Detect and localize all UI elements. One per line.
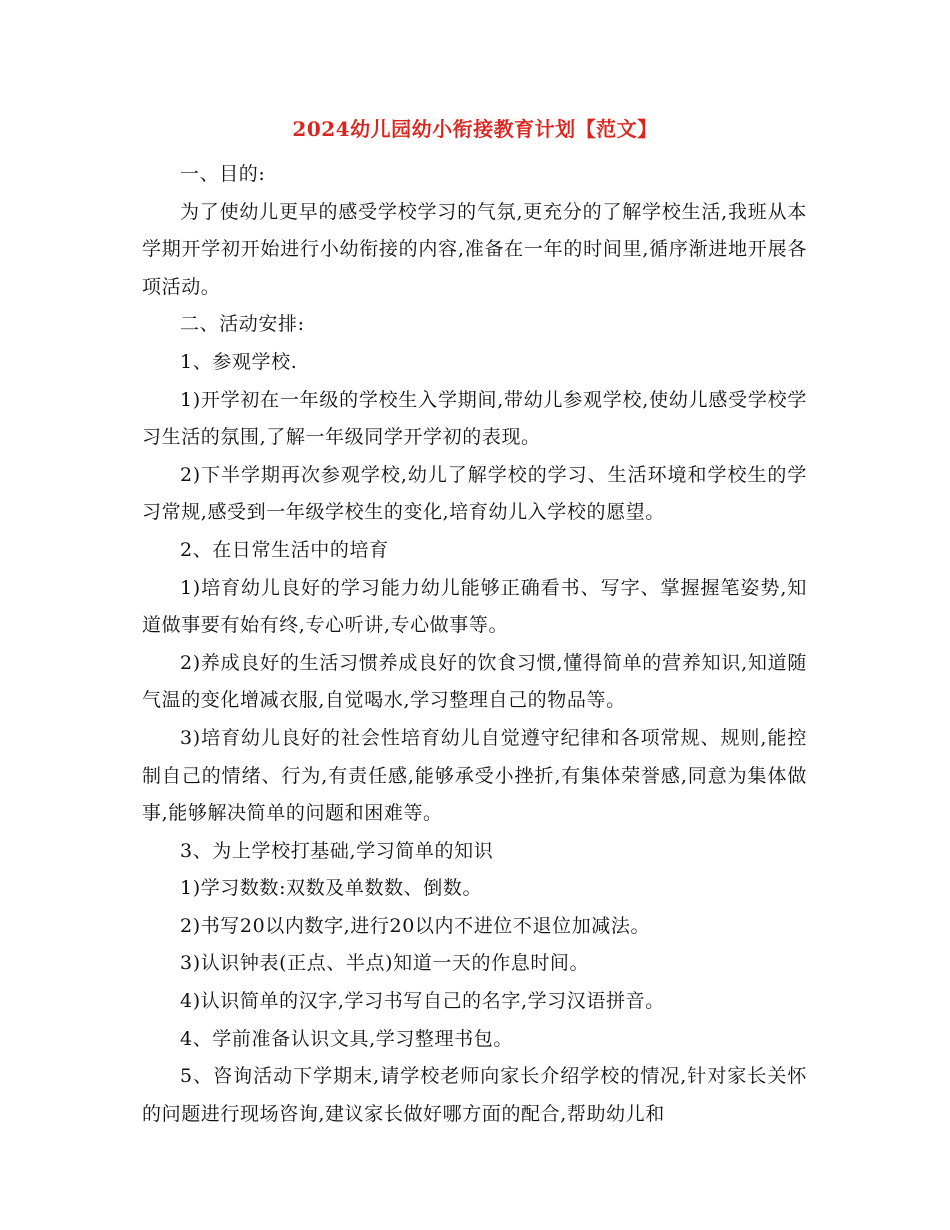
heading-purpose: 一、目的: (180, 163, 266, 185)
document-title: 2024幼儿园幼小衔接教育计划【范文】 (292, 117, 658, 141)
document-body (142, 156, 807, 1133)
list-item: 3)培育幼儿良好的社会性培育幼儿自觉遵守纪律和各项常规、规则,能控制自己的情绪、行为,有责任感,能够承受小挫折,有集体荣誉感,同意为集体做事,能够解决简单的问题和困难等。 (142, 726, 807, 825)
paragraph-purpose: 为了使幼儿更早的感受学校学习的气氛,更充分的了解学校生活,我班从本学期开学初开始进行小幼衔接的内容,准备在一年的时间里,循序渐进地开展各项活动。 (142, 200, 807, 298)
list-item: 4)认识简单的汉字,学习书写自己的名字,学习汉语拼音。 (180, 990, 665, 1013)
subheading-stationery: 4、学前准备认识文具,学习整理书包。 (180, 1027, 513, 1050)
subheading-daily-life: 2、在日常生活中的培育 (180, 538, 389, 561)
subheading-visit-school: 1、参观学校. (180, 350, 298, 373)
list-item: 2)养成良好的生活习惯养成良好的饮食习惯,懂得简单的营养知识,知道随气温的变化增减衣服,自觉喝水,学习整理自己的物品等。 (142, 651, 807, 712)
list-item: 1)学习数数:双数及单数数、倒数。 (180, 877, 483, 900)
list-item: 1)培育幼儿良好的学习能力幼儿能够正确看书、写字、掌握握笔姿势,知道做事要有始有终,专心听讲,专心做事等。 (142, 576, 807, 637)
list-item: 2)书写20以内数字,进行20以内不进位不退位加减法。 (180, 914, 651, 937)
heading-activities: 二、活动安排: (180, 313, 305, 336)
list-item: 3)认识钟表(正点、半点)知道一天的作息时间。 (180, 952, 590, 975)
list-item: 1)开学初在一年级的学校生入学期间,带幼儿参观学校,使幼儿感受学校学习生活的氛围,了解一年级同学开学初的表现。 (142, 388, 807, 449)
subheading-consultation: 5、咨询活动下学期末,请学校老师向家长介绍学校的情况,针对家长关怀的问题进行现场咨询,建议家长做好哪方面的配合,帮助幼儿和 (142, 1065, 807, 1125)
subheading-basic-knowledge: 3、为上学校打基础,学习简单的知识 (180, 839, 494, 862)
list-item: 2)下半学期再次参观学校,幼儿了解学校的学习、生活环境和学校生的学习常规,感受到一年级学校生的变化,培育幼儿入学校的愿望。 (142, 463, 807, 524)
